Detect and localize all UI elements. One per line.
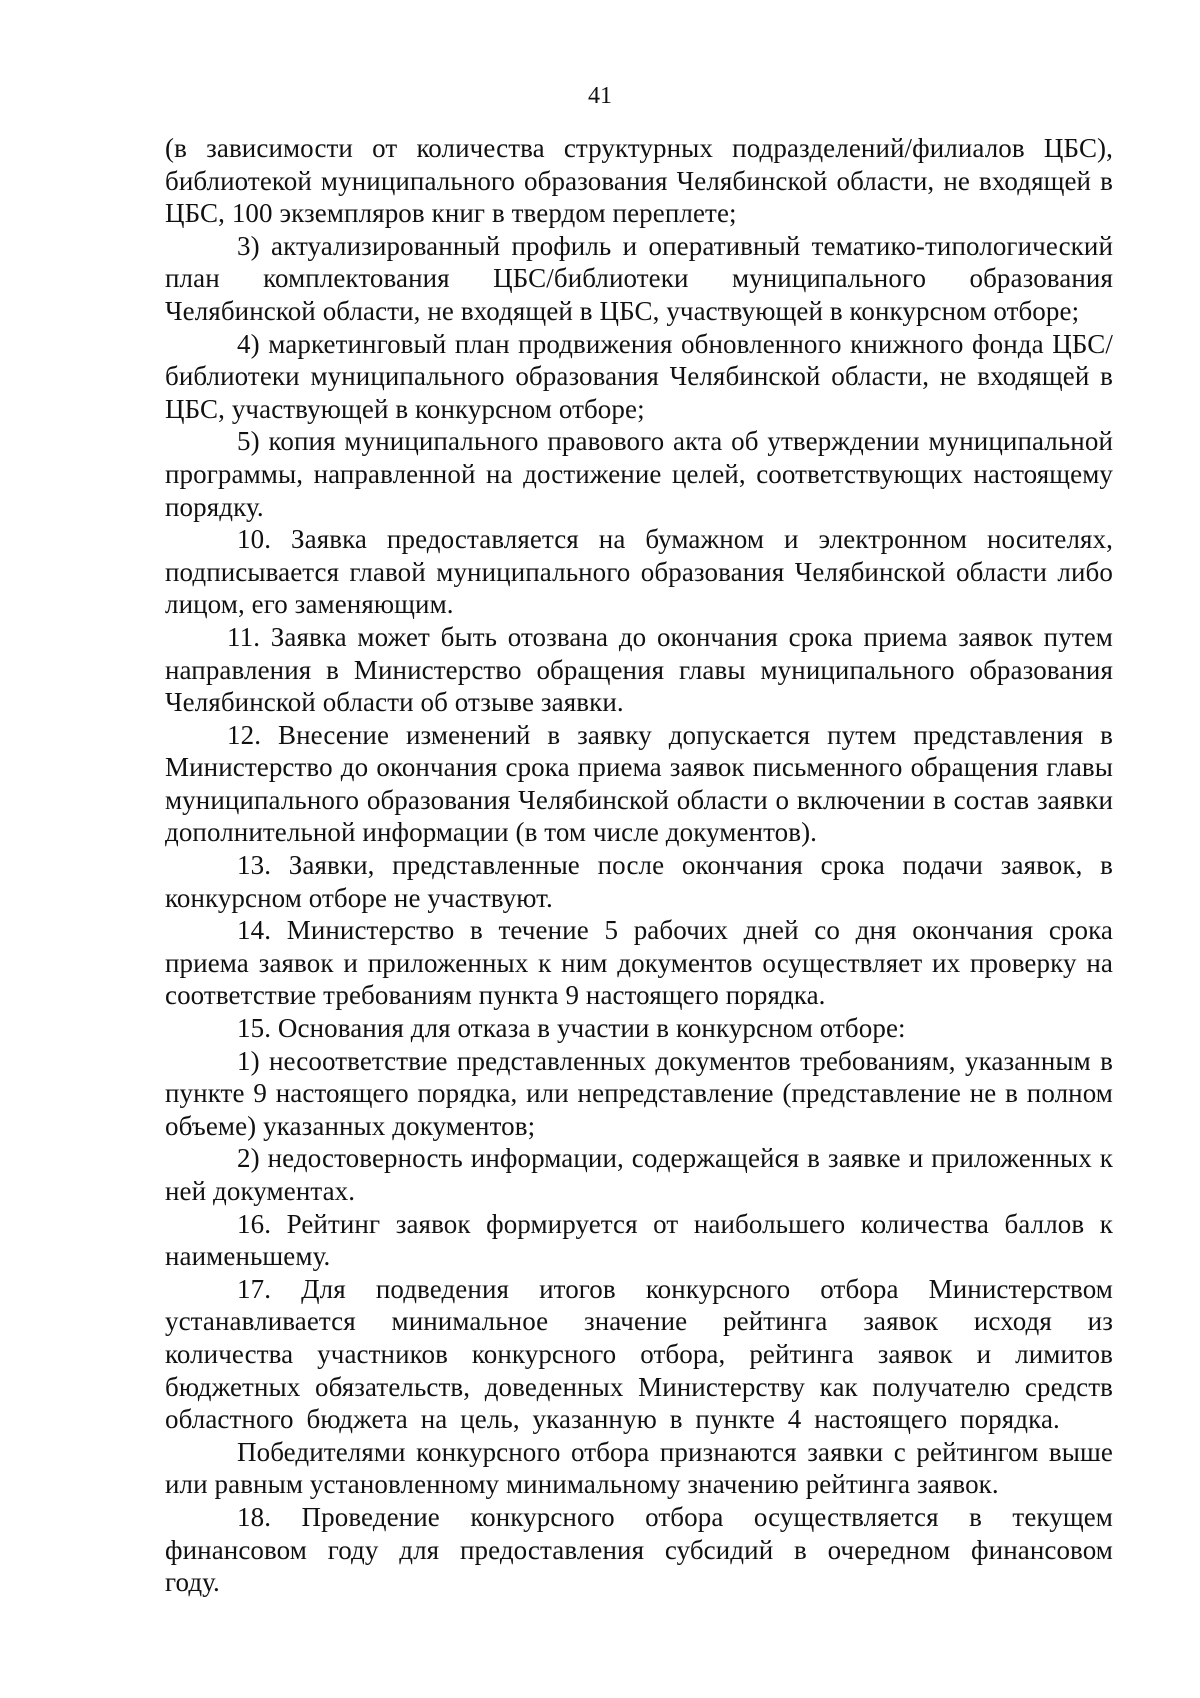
paragraph-15-item-1: 1) несоответствие представленных документов требованиям, указанным в пункте 9 настоящего порядка, или непредставление (представление не в полном объеме) указанных документов;	[165, 1045, 1113, 1141]
paragraph-17-winners: Победителями конкурсного отбора признаются заявки с рейтингом выше или равным установленному минимальному значению рейтинга заявок.	[165, 1436, 1113, 1500]
paragraph-12: 12. Внесение изменений в заявку допускается путем представления в Министерство до окончания срока приема заявок письменного обращения главы муниципального образования Челябинской области о включении в состав заявки дополнительной информации (в том числе документов).	[165, 719, 1113, 848]
paragraph-18: 18. Проведение конкурсного отбора осуществляется в текущем финансовом году для предоставления субсидий в очередном финансовом году.	[165, 1501, 1113, 1598]
paragraph-14: 14. Министерство в течение 5 рабочих дней со дня окончания срока приема заявок и приложенных к ним документов осуществляет их проверку на соответствие требованиям пункта 9 настоящего порядка.	[165, 915, 1113, 1011]
paragraph-11: 11. Заявка может быть отозвана до окончания срока приема заявок путем направления в Министерство обращения главы муниципального образования Челябинской области об отзыве заявки.	[165, 621, 1113, 718]
paragraph-item-3: 3) актуализированный профиль и оперативный тематико-типологический план комплектования ЦБС/библиотеки муниципального образования Челябинской области, не входящей в ЦБС, участвующей в конкурсном отборе;	[165, 230, 1113, 326]
paragraph-item-4: 4) маркетинговый план продвижения обновленного книжного фонда ЦБС/библиотеки муниципального образования Челябинской области, не входящей в ЦБС, участвующей в конкурсном отборе;	[165, 328, 1113, 424]
paragraph-continuation: (в зависимости от количества структурных подразделений/филиалов ЦБС), библиотекой муниципального образования Челябинской области, не входящей в ЦБС, 100 экземпляров книг в твердом переплете;	[165, 133, 1113, 229]
paragraph-16: 16. Рейтинг заявок формируется от наибольшего количества баллов к наименьшему.	[165, 1208, 1113, 1272]
paragraph-item-5: 5) копия муниципального правового акта об утверждении муниципальной программы, направленной на достижение целей, соответствующих настоящему порядку.	[165, 426, 1113, 522]
paragraph-15: 15. Основания для отказа в участии в конкурсном отборе:	[237, 1013, 906, 1044]
paragraph-17: 17. Для подведения итогов конкурсного отбора Министерством устанавливается минимальное значение рейтинга заявок исходя из количества участников конкурсного отбора, рейтинга заявок и лимитов бюджетных обязательств, доведенных Министерству как получателю средств областного бюджета на цель, указанную в пункте 4 настоящего порядка.	[165, 1273, 1113, 1435]
paragraph-13: 13. Заявки, представленные после окончания срока подачи заявок, в конкурсном отборе не участвуют.	[165, 850, 1113, 913]
document-body	[165, 132, 1113, 1599]
paragraph-15-item-2: 2) недостоверность информации, содержащейся в заявке и приложенных к ней документах.	[165, 1143, 1113, 1206]
page-number: 41	[588, 83, 612, 109]
paragraph-10: 10. Заявка предоставляется на бумажном и электронном носителях, подписывается главой муниципального образования Челябинской области либо лицом, его заменяющим.	[165, 524, 1113, 620]
